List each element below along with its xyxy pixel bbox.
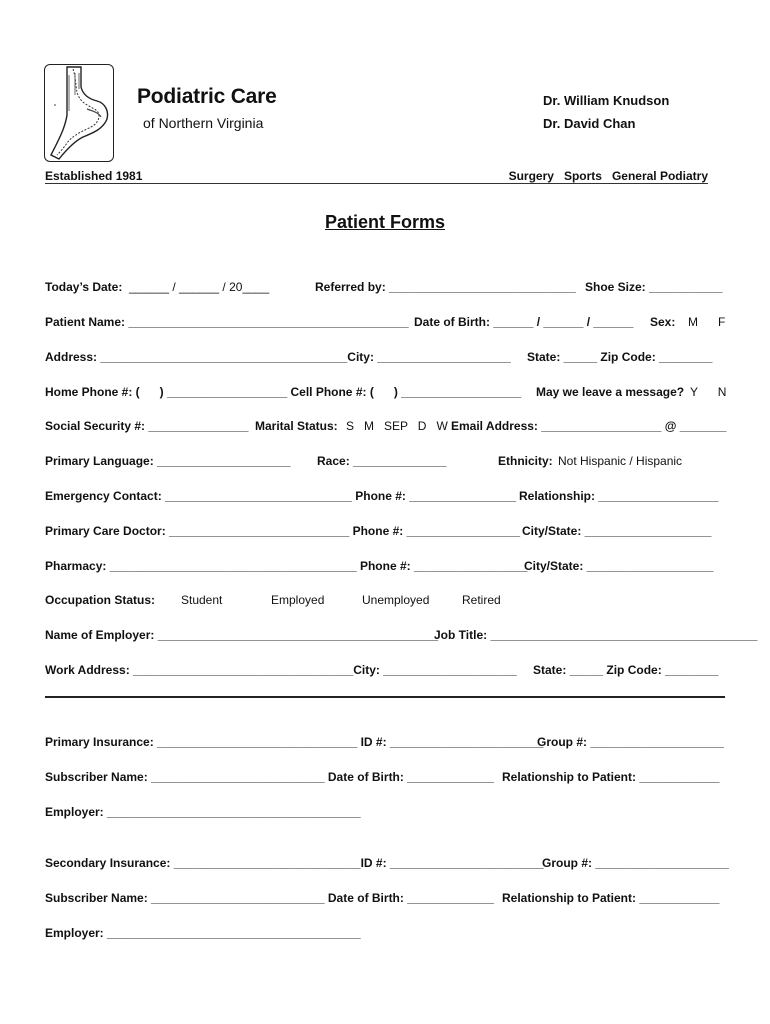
ssn-field[interactable]: Social Security #: _______________	[45, 419, 249, 433]
row-occupation-status	[45, 593, 725, 611]
practice-subtitle: of Northern Virginia	[143, 115, 264, 131]
job-title-field[interactable]: Job Title: ________________________________________	[434, 628, 758, 642]
today-date-label: Today’s Date:	[45, 280, 123, 294]
established-year: Established 1981	[45, 169, 143, 183]
occupation-option-student[interactable]: Student	[181, 593, 223, 607]
row-primary-insurance	[45, 735, 725, 753]
row-today-date	[45, 280, 725, 298]
leave-message-options[interactable]: Y N	[690, 385, 727, 399]
patient-name-field[interactable]: Patient Name: __________________________________________	[45, 315, 409, 329]
row-emergency-contact	[45, 489, 725, 507]
phone-fields[interactable]: Home Phone #: ( ) __________________ Cell Phone #: ( ) __________________	[45, 385, 522, 399]
row-pharmacy	[45, 559, 725, 577]
practice-title: Podiatric Care	[137, 85, 277, 108]
occupation-option-employed[interactable]: Employed	[271, 593, 325, 607]
row-secondary-subscriber	[45, 891, 725, 909]
primary-language-field[interactable]: Primary Language: ____________________	[45, 454, 291, 468]
primary-relationship-field[interactable]: Relationship to Patient: ____________	[502, 770, 720, 784]
primary-insurance-field[interactable]: Primary Insurance: ______________________________ ID #: _______________________	[45, 735, 544, 749]
date-of-birth-field[interactable]: Date of Birth: ______ / ______ / ______	[414, 315, 634, 329]
employer-name-field[interactable]: Name of Employer: __________________________________________	[45, 628, 438, 642]
row-phones	[45, 385, 725, 403]
row-address	[45, 350, 725, 368]
row-primary-subscriber	[45, 770, 725, 788]
ethnicity-options[interactable]: Not Hispanic / Hispanic	[558, 454, 683, 468]
marital-status-label: Marital Status:	[255, 419, 338, 433]
secondary-employer-field[interactable]: Employer: ______________________________________	[45, 926, 361, 940]
row-ssn	[45, 419, 725, 437]
occupation-option-unemployed[interactable]: Unemployed	[362, 593, 430, 607]
address-field[interactable]: Address: _____________________________________City: ____________________	[45, 350, 511, 364]
primary-care-doctor-field[interactable]: Primary Care Doctor: ___________________________ Phone #: _________________	[45, 524, 521, 538]
row-secondary-employer	[45, 926, 725, 944]
row-language	[45, 454, 725, 472]
header-divider	[45, 183, 708, 184]
doctor-name-2: Dr. David Chan	[543, 116, 636, 131]
form-title: Patient Forms	[324, 212, 446, 232]
primary-employer-field[interactable]: Employer: ______________________________________	[45, 805, 361, 819]
secondary-relationship-field[interactable]: Relationship to Patient: ____________	[502, 891, 720, 905]
referred-by-field[interactable]: Referred by: ____________________________	[315, 280, 576, 294]
row-work-address	[45, 663, 725, 681]
ethnicity-label: Ethnicity:	[498, 454, 553, 468]
primary-subscriber-field[interactable]: Subscriber Name: __________________________ Date of Birth: _____________	[45, 770, 494, 784]
sex-options[interactable]: M F	[688, 315, 726, 329]
today-date-field[interactable]: ______ / ______ / 20____	[129, 280, 270, 294]
marital-status-options[interactable]: S M SEP D W	[346, 419, 448, 433]
doctor-city-state-field[interactable]: City/State: ___________________	[522, 524, 712, 538]
pharmacy-field[interactable]: Pharmacy: _____________________________________ Phone #: _________________	[45, 559, 528, 573]
foot-logo-icon	[44, 64, 114, 162]
row-secondary-insurance	[45, 856, 729, 874]
shoe-size-field[interactable]: Shoe Size: ___________	[585, 280, 723, 294]
occupation-status-label: Occupation Status:	[45, 593, 156, 607]
doctor-name-1: Dr. William Knudson	[543, 93, 670, 108]
specialties: Surgery Sports General Podiatry	[508, 169, 708, 183]
leave-message-label: May we leave a message?	[536, 385, 685, 399]
race-field[interactable]: Race: ______________	[317, 454, 447, 468]
row-primary-care-doctor	[45, 524, 725, 542]
state-zip-field[interactable]: State: _____ Zip Code: ________	[527, 350, 713, 364]
relationship-field[interactable]: Relationship: __________________	[519, 489, 719, 503]
work-state-zip-field[interactable]: State: _____ Zip Code: ________	[533, 663, 719, 677]
work-address-field[interactable]: Work Address: _________________________________City: ____________________	[45, 663, 517, 677]
row-primary-employer	[45, 805, 725, 823]
row-patient-name	[45, 315, 725, 333]
email-field[interactable]: Email Address: __________________ @ _______	[451, 419, 727, 433]
pharmacy-city-state-field[interactable]: City/State: ___________________	[524, 559, 714, 573]
secondary-subscriber-field[interactable]: Subscriber Name: __________________________ Date of Birth: _____________	[45, 891, 494, 905]
sex-label: Sex:	[650, 315, 676, 329]
insurance-section-divider	[45, 696, 725, 698]
secondary-group-field[interactable]: Group #: ____________________	[542, 856, 729, 870]
emergency-contact-field[interactable]: Emergency Contact: ____________________________ Phone #: ________________	[45, 489, 517, 503]
primary-group-field[interactable]: Group #: ____________________	[537, 735, 724, 749]
occupation-option-retired[interactable]: Retired	[462, 593, 501, 607]
secondary-insurance-field[interactable]: Secondary Insurance: ____________________________ID #: _______________________	[45, 856, 544, 870]
row-employer	[45, 628, 758, 646]
